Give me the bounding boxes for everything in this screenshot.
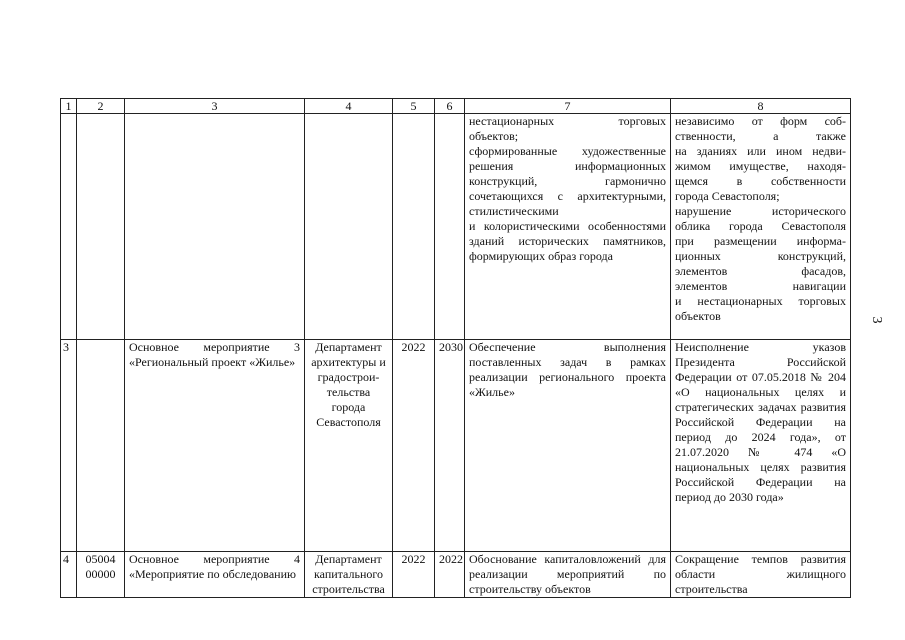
col-header: 6 [435, 99, 465, 114]
col-header: 2 [77, 99, 125, 114]
text-line: элементов навигации [675, 279, 846, 293]
table-row [61, 340, 851, 552]
row-end-year: 2022 [435, 552, 465, 598]
text-line: объектов; [469, 129, 519, 143]
row-end-year [435, 114, 465, 340]
text-line: и колористическими особенностями [469, 219, 666, 233]
col-header: 1 [61, 99, 77, 114]
row-expected-result [465, 114, 671, 340]
row-number [61, 114, 77, 340]
text-line: стилистическими [469, 204, 559, 218]
row-consequences: Неисполнение указов Президента Российской Федерации от 07.05.2018 № 204 «О национальных целях и стратегических задачах развития Российской Федерации на период до 2024 года», от 21.07.2020 № 474 «О национальных целях развития Российской Федерации на период до 2030 года» [671, 340, 851, 552]
row-expected-result: Обоснование капиталовложений для реализации мероприятий по строительству объектов [465, 552, 671, 598]
text-line: независимо от форм соб- [675, 114, 846, 128]
row-activity: Основное мероприятие 4 «Мероприятие по обследованию [125, 552, 305, 598]
text-line: зданий исторических памятников, [469, 234, 666, 248]
text-line: и нестационарных торговых [675, 294, 846, 308]
row-consequences [671, 114, 851, 340]
row-number: 3 [61, 340, 77, 552]
text-line: облика города Севастополя [675, 219, 846, 233]
row-code: 05004 00000 [77, 552, 125, 598]
table-row [61, 552, 851, 598]
text-line: решения информационных [469, 159, 666, 173]
text-line: объектов [675, 309, 721, 323]
row-code [77, 114, 125, 340]
row-start-year [393, 114, 435, 340]
row-executor: Департамент капитального строительства [305, 552, 393, 598]
header-row [61, 99, 851, 114]
text-line: сочетающихся с архитектурными, [469, 189, 666, 203]
text-line: формирующих образ города [469, 249, 613, 263]
col-header: 7 [465, 99, 671, 114]
row-start-year: 2022 [393, 552, 435, 598]
row-number: 4 [61, 552, 77, 598]
row-activity [125, 114, 305, 340]
text-line: города Севастополя; [675, 189, 780, 203]
row-activity: Основное мероприятие 3 «Региональный проект «Жилье» [125, 340, 305, 552]
text-line: нестационарных торговых [469, 114, 666, 128]
text-line: жимом имуществе, находя- [675, 159, 846, 173]
text-line: ционных конструкций, [675, 249, 846, 263]
row-expected-result: Обеспечение выполнения поставленных задач в рамках реализации регионального проекта «Жилье» [465, 340, 671, 552]
page-number: 3 [869, 316, 884, 324]
row-code [77, 340, 125, 552]
col-header: 5 [393, 99, 435, 114]
col-header: 3 [125, 99, 305, 114]
row-executor: Департамент архитектуры и градострои-тельства города Севастополя [305, 340, 393, 552]
text-line: при размещении информа- [675, 234, 846, 248]
text-line: нарушение исторического [675, 204, 846, 218]
text-line: элементов фасадов, [675, 264, 846, 278]
col-header: 4 [305, 99, 393, 114]
text-line: щемся в собственности [675, 174, 846, 188]
col-header: 8 [671, 99, 851, 114]
text-line: конструкций, гармонично [469, 174, 666, 188]
row-end-year: 2030 [435, 340, 465, 552]
table-row [61, 114, 851, 340]
row-executor [305, 114, 393, 340]
row-consequences: Сокращение темпов развития области жилищного строительства [671, 552, 851, 598]
program-table [60, 98, 851, 598]
text-line: сформированные художественные [469, 144, 666, 158]
text-line: ственности, а также [675, 129, 846, 143]
row-start-year: 2022 [393, 340, 435, 552]
text-line: на зданиях или ином недви- [675, 144, 846, 158]
